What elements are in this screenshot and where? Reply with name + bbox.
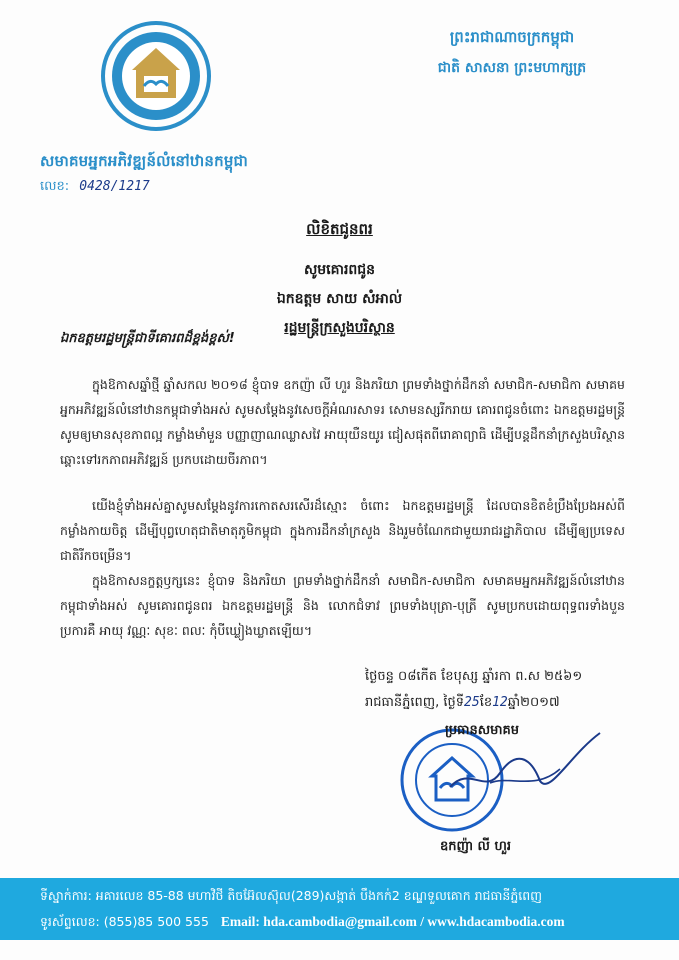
footer-address: ទីស្នាក់ការ: អគារលេខ 85-88 មហាវិថី តិចអ៊ែលស៊ុល(289)សង្កាត់ បឹងកក់2 ខណ្ឌទួលគោក រាជធានីភ្នំពេញ [40,888,543,903]
signatory-title: ប្រធានសមាគម [445,723,520,738]
salutation: ឯកឧត្តមរដ្ឋមន្ត្រីជាទីគោរពដ៏ខ្ពង់ខ្ពស់! [60,331,235,346]
reference-label: លេខ: [40,179,70,194]
footer-phone: ទូរស័ព្ទលេខ: (855)85 500 555 [40,914,209,929]
footer-contact [40,914,565,933]
footer-bar [0,878,679,940]
reference-value: 0428/1217 [79,179,150,194]
letter-title: លិខិតជូនពរ [306,220,373,238]
letter-heading [0,220,679,339]
kingdom-line-2: ជាតិ សាសនា ព្រះមហាក្សត្រ [437,60,587,76]
paragraph-2: យើងខ្ញុំទាំងអស់គ្នាសូមសម្ដែងនូវការកោតសរសើរដ៏ស្មោះ ចំពោះ ឯកឧត្តមរដ្ឋមន្ត្រី ដែលបានខិតខំប្រឹងប្រែងអស់ពីកម្លាំងកាយចិត្ត ដើម្បីបុព្វហេតុជាតិមាតុភូមិកម្ពុជា ក្នុងការដឹកនាំក្រសួង និងរួមចំណែកជាមួយរាជរដ្ឋាភិបាល ដើម្បីឲ្យប្រទេសជាតិរីកចម្រើន។ [60,498,625,563]
recipient-greeting: សូមគោរពជូន [303,262,376,278]
place-prefix: រាជធានីភ្នំពេញ, ថ្ងៃទី [365,695,465,710]
signatory-name: ឧកញ៉ា លី ហួរ [440,839,511,854]
organization-name: សមាគមអ្នកអភិវឌ្ឍន៍លំនៅឋានកម្ពុជា [40,152,249,170]
recipient-title: រដ្ឋមន្ត្រីក្រសួងបរិស្ថាន [284,320,395,336]
kingdom-motto [407,28,617,79]
day-value: 25 [464,695,480,710]
recipient-name: ឯកឧត្តម សាយ សំអាល់ [276,291,403,307]
reference-number [40,178,150,197]
association-logo [100,20,212,132]
paragraph-1: ក្នុងឱកាសឆ្នាំថ្មី ឆ្នាំសកល ២០១៨ ខ្ញុំបាទ ឧកញ៉ា លី ហួរ និងភរិយា ព្រមទាំងថ្នាក់ដឹកនាំ សមាជិក-សមាជិកា សមាគមអ្នកអភិវឌ្ឍន៍លំនៅឋានកម្ពុជាទាំងអស់ សូមសម្ដែងនូវសេចក្ដីអំណរសាទរ សោមនស្សរីករាយ គោរពជូនចំពោះ ឯកឧត្តមរដ្ឋមន្ត្រី សូមឲ្យមានសុខភាពល្អ កម្លាំងមាំមួន បញ្ញាញាណឈ្លាសវៃ អាយុយឺនយូរ ជៀសផុតពីរោគាព្យាធិ ដើម្បីបន្តដឹកនាំក្រសួងបរិស្ថាន ឆ្ពោះទៅរកភាពអភិវឌ្ឍន៍ ប្រកបដោយចីរភាព។ [60,377,625,467]
month-value: 12 [492,695,508,710]
year-value: ឆ្នាំ២០១៧ [507,695,560,710]
paragraph-3: ក្នុងឱកាសនក្ខត្តឫក្សនេះ ខ្ញុំបាទ និងភរិយា ព្រមទាំងថ្នាក់ដឹកនាំ សមាជិក-សមាជិកា សមាគមអ្នកអភិវឌ្ឍន៍លំនៅឋានកម្ពុជាទាំងអស់ សូមគោរពជូនពរ ឯកឧត្តមរដ្ឋមន្ត្រី និង លោកជំទាវ ព្រមទាំងបុត្រា-បុត្រី សូមប្រកបដោយពុទ្ធពរទាំងបួនប្រការគឺ អាយុ វណ្ណៈ សុខៈ ពលៈ កុំបីឃ្លៀងឃ្លាតឡើយ។ [60,573,625,638]
place-date [365,694,560,713]
month-label: ខែ [479,695,493,710]
lunar-date: ថ្ងៃចន្ទ ០៨កើត ខែបុស្ស ឆ្នាំរកា ព.ស ២៥៦១ [365,669,583,684]
kingdom-line-1: ព្រះរាជាណាចក្រកម្ពុជា [449,28,575,46]
footer-email: Email: hda.cambodia@gmail.com / www.hdacambodia.com [220,914,565,929]
